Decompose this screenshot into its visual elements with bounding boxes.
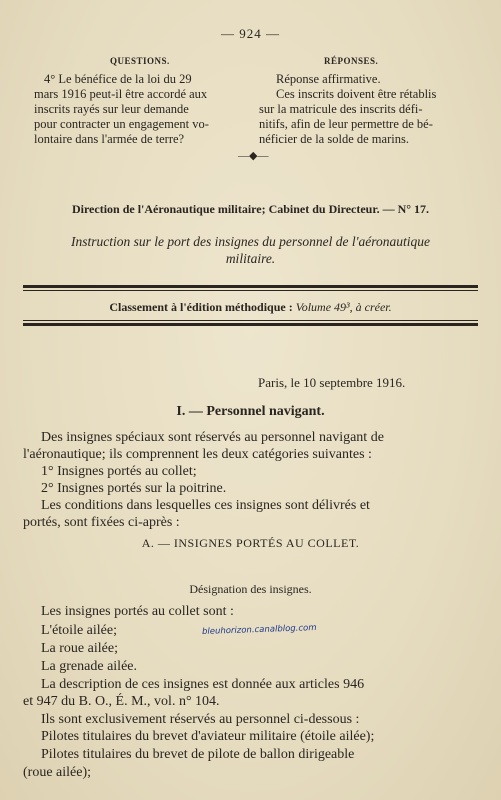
question-line: inscrits rayés sur leur demande: [34, 102, 189, 116]
para2-line: Les insignes portés au collet sont :: [41, 604, 234, 619]
para2-line: Pilotes titulaires du brevet de pilote de ballon dirigeable: [41, 747, 355, 762]
response-column: [259, 72, 436, 147]
questions-header: QUESTIONS.: [110, 56, 170, 66]
classement-label: Classement à l'édition méthodique :: [109, 300, 293, 314]
question-line: lontaire dans l'armée de terre?: [34, 132, 185, 146]
page-number: — 924 —: [221, 26, 280, 41]
rule-bottom-thin: [23, 320, 478, 321]
response-line: nitifs, afin de leur permettre de bé-: [259, 117, 433, 131]
section-ornament: —◆—: [238, 150, 269, 162]
para2-line: Pilotes titulaires du brevet d'aviateur militaire (étoile ailée);: [41, 729, 375, 744]
subsection-a-title: A. — INSIGNES PORTÉS AU COLLET.: [141, 536, 360, 550]
para2-line: et 947 du B. O., É. M., vol. n° 104.: [23, 694, 220, 709]
date-line: Paris, le 10 septembre 1916.: [258, 375, 406, 390]
section-1-title: I. — Personnel navigant.: [176, 404, 325, 419]
classement-value: Volume 49³, à créer.: [295, 300, 392, 314]
para2-line: Ils sont exclusivement réservés au personnel ci-dessous :: [41, 712, 360, 727]
question-line: pour contracter un engagement vo-: [34, 117, 209, 131]
classement-line: [0, 300, 501, 315]
rule-bottom-thick: [23, 323, 478, 326]
response-line: Réponse affirmative.: [276, 72, 381, 86]
para2-line: La grenade ailée.: [41, 659, 137, 674]
para1-line: Les conditions dans lesquelles ces insignes sont délivrés et: [41, 498, 370, 513]
para2-line: La roue ailée;: [41, 641, 118, 656]
instruction-title-line-1: Instruction sur le port des insignes du personnel de l'aéronautique: [71, 234, 430, 249]
para1-line: 1° Insignes portés au collet;: [41, 464, 197, 479]
response-line: néficier de la solde de marins.: [259, 132, 409, 146]
para1-line: 2° Insignes portés sur la poitrine.: [41, 481, 227, 496]
rule-top-thick: [23, 285, 478, 288]
para1-line: Des insignes spéciaux sont réservés au personnel navigant de: [41, 430, 384, 445]
designation-title: Désignation des insignes.: [189, 582, 312, 596]
para1-line: l'aéronautique; ils comprennent les deux catégories suivantes :: [23, 447, 372, 462]
response-line: Ces inscrits doivent être rétablis: [276, 87, 437, 101]
para1-line: portés, sont fixées ci-après :: [23, 515, 180, 530]
directorate-line: Direction de l'Aéronautique militaire; Cabinet du Directeur. — N° 17.: [71, 202, 430, 216]
question-line: mars 1916 peut-il être accordé aux: [34, 87, 208, 101]
question-line: 4° Le bénéfice de la loi du 29: [44, 72, 192, 86]
question-column: [34, 72, 209, 147]
para2-line: (roue ailée);: [23, 765, 92, 780]
rule-top-thin: [23, 290, 478, 291]
watermark-text: bleuhorizon.canalblog.com: [201, 623, 317, 637]
responses-header: RÉPONSES.: [324, 56, 379, 66]
para2-line: L'étoile ailée;: [41, 623, 117, 638]
instruction-title-line-2: militaire.: [225, 251, 276, 266]
response-line: sur la matricule des inscrits défi-: [259, 102, 423, 116]
para2-line: La description de ces insignes est donnée aux articles 946: [41, 677, 365, 692]
